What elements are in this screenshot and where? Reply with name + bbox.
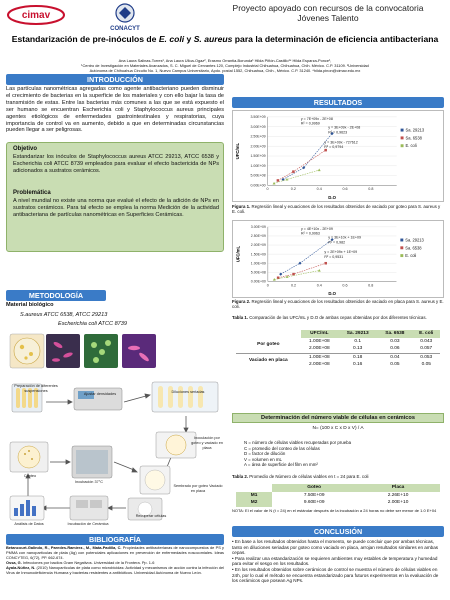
regression-annotation: R² = 0,9623 bbox=[328, 130, 348, 135]
data-analysis-image bbox=[10, 496, 44, 520]
x-axis-label: D.O bbox=[328, 291, 336, 297]
incubator-image bbox=[72, 446, 112, 478]
table-cell: 0.06 bbox=[390, 346, 400, 351]
table-1-header-cell: E. coli bbox=[412, 330, 440, 338]
table-cell: 0.05 bbox=[390, 362, 400, 367]
data-point bbox=[277, 277, 280, 280]
table-cell: 0.03 bbox=[390, 338, 400, 344]
table-1-header bbox=[236, 330, 440, 338]
data-point bbox=[292, 273, 295, 276]
data-point bbox=[298, 262, 301, 265]
regression-annotation: R² = 0,9794 bbox=[324, 145, 344, 150]
legend-swatch bbox=[400, 254, 403, 257]
y-axis-label: UFC/mL bbox=[235, 142, 241, 160]
table-cell: 0.053 bbox=[420, 354, 433, 360]
table-cell: 2.26E+10 bbox=[387, 492, 409, 498]
legend-label: Sa. 29213 bbox=[405, 127, 425, 133]
table-cell: 0.16 bbox=[353, 362, 363, 367]
regression-annotation: y = 3E+09x - 2E+08 bbox=[328, 125, 361, 130]
y-tick-label: 2.50E+09 bbox=[250, 234, 266, 239]
y-tick-label: 1.00E+09 bbox=[250, 261, 266, 266]
table-1 bbox=[236, 330, 440, 369]
material-line-2: Escherichia coli ATCC 8739 bbox=[58, 321, 128, 327]
trendline bbox=[278, 150, 326, 180]
data-point bbox=[285, 178, 288, 181]
regression-annotation: y = 3E+10x + 1E+09 bbox=[328, 235, 362, 240]
intro-text: Las partículas nanométricas agregadas como agente antibacteriano pueden disminuir el crecimiento de bacterias en la superficie de los materiales y con ello bajar la tasa de transmisión de estas. Entre las bacterias más comunes a las que se está expuesto el ser humano se encuentran Escherichia coli y Staphylococcus aureus principales agentes etiológicos de enfermedades gastrointestinales y respiratorias, cuya importancia de control va en aumento, debido a que en determinadas circunstancias pueden llegar a ser peligrosas. bbox=[6, 86, 224, 134]
table-cell: 0.043 bbox=[420, 338, 433, 344]
conclusion-item: • En base a los resultados obtenidos hasta el momento, se puede concluir que por ambas técnicas, tanto en diluciones seriadas por goteo como vaciado en placa, arrojan resultados similares en ambas cepas. bbox=[232, 539, 439, 556]
table-cell: 2.00E+08 bbox=[309, 346, 330, 351]
section-method: METODOLOGÍA bbox=[6, 290, 106, 301]
table-2-caption: Tabla 2. Promedio de Número de células viables en t = 24 para E. coli bbox=[232, 474, 369, 479]
figure-2-caption: Figura 2. Regresión lineal y ecuaciones de los resultados obtenidos de vaciado en placa para S. aureus y E. coli. bbox=[232, 299, 444, 310]
legend-label: E. coli bbox=[405, 253, 417, 259]
table-cell: M1 bbox=[236, 492, 272, 500]
table-cell: 0.1 bbox=[354, 338, 362, 344]
methodology-flow bbox=[6, 330, 224, 535]
table-2 bbox=[236, 484, 440, 507]
cimav-logo bbox=[6, 4, 66, 26]
x-tick-label: 0.4 bbox=[316, 283, 322, 288]
problem-text: A nivel mundial no existe una norma que evalué el efecto de la adición de NPs en sustratos cerámicos. Para tal efecto se emplea la norma Medición de la actividad antibacteriana de partículas nanométricas en Superficies Cerámicas. bbox=[13, 198, 219, 218]
definition-line: D = factor de dilución bbox=[244, 451, 286, 456]
step-dilutions-label: Diluciones seriadas bbox=[171, 390, 205, 394]
regression-annotation: R² = 0,982 bbox=[328, 240, 346, 245]
definition-line: N = número de células viables recuperadas por prueba bbox=[244, 440, 352, 445]
table-1-group-goteo: Por goteo bbox=[257, 342, 280, 348]
x-tick-label: 0 bbox=[266, 187, 269, 192]
table-cell: 1.00E+08 bbox=[309, 338, 330, 344]
material-line-1: S.aureus ATCC 6538, ATCC 29213 bbox=[20, 312, 108, 318]
x-axis-label: D.O bbox=[328, 195, 336, 201]
bibliography bbox=[6, 546, 224, 575]
table-cell: 7.50E+09 bbox=[303, 492, 325, 498]
conclusion-item: • En los resultados obtenidos sobre cerámicos de control se muestra el número de células viables en 24h, por lo cual el método se encuentra estandarizado para futuros experimentos en la evaluación de los cerámicos que posean Ag NPs. bbox=[232, 566, 439, 584]
legend-label: Sa. 6538 bbox=[405, 245, 422, 251]
legend-swatch bbox=[400, 246, 403, 249]
y-tick-label: 3.00E+09 bbox=[250, 225, 266, 230]
regression-annotation: y = 3E+09x - 727612 bbox=[324, 140, 358, 145]
table-cell: 0.057 bbox=[420, 346, 433, 351]
material-heading: Material biológico bbox=[6, 302, 54, 308]
step-ceramic-label: Incubación de Cerámica bbox=[67, 522, 109, 526]
x-tick-label: 0.4 bbox=[316, 187, 322, 192]
x-tick-label: 0.2 bbox=[290, 187, 296, 192]
y-tick-label: 1.50E+09 bbox=[250, 154, 266, 159]
table-row bbox=[236, 338, 440, 346]
legend-label: Sa. 29213 bbox=[405, 237, 424, 243]
y-tick-label: 2.00E+09 bbox=[250, 144, 266, 149]
poster-title: Estandarización de pre-inóculos de E. coli y S. aureus para la determinación de eficiencia antibacteriana bbox=[11, 34, 439, 44]
regression-annotation: R² = 0,9531 bbox=[324, 255, 344, 260]
y-tick-label: 1.00E+09 bbox=[250, 163, 266, 168]
table-1-header-cell: Sa. 6538 bbox=[377, 330, 412, 338]
y-tick-label: 2.00E+09 bbox=[250, 243, 266, 248]
ref-3: Ayala-Núñez, N. (2010) Nanopartículas de plata como microbicidas: Actividad y mecanismos de acción contra la infección del Virus de Inmunodeficiencia Humana y bacterias resistentes a antibióticos. Universidad Autónoma de Nuevo León. bbox=[6, 564, 224, 575]
step-adjust-label: Ajustar densidades bbox=[83, 392, 117, 396]
table-row bbox=[236, 499, 440, 507]
y-tick-label: 1.50E+09 bbox=[250, 252, 266, 257]
legend-swatch bbox=[401, 144, 404, 147]
data-point bbox=[292, 170, 295, 173]
section-intro: INTRODUCCIÓN bbox=[6, 74, 224, 85]
definition-line: A = área de superficie del film en mm² bbox=[244, 462, 318, 467]
y-tick-label: 0.00E+00 bbox=[250, 279, 266, 284]
step-prep-label: Preparación de diferentes suspensiones bbox=[14, 384, 58, 393]
x-tick-label: 0.6 bbox=[342, 187, 348, 192]
ceramic-image bbox=[70, 496, 108, 520]
objective-box bbox=[6, 142, 224, 252]
bacteria-micrograph-3 bbox=[122, 334, 156, 368]
section-biblio: BIBLIOGRAFÍA bbox=[6, 534, 224, 545]
x-tick-label: 0.2 bbox=[290, 283, 297, 288]
y-axis-label: UFC/mL bbox=[235, 245, 241, 263]
dilution-tubes-image bbox=[152, 382, 218, 412]
table-cell: M2 bbox=[236, 499, 272, 507]
project-note: Proyecto apoyado con recursos de la convocatoria Jóvenes Talento bbox=[232, 3, 424, 23]
y-tick-label: 3.50E+09 bbox=[250, 115, 266, 120]
data-point bbox=[324, 149, 327, 152]
x-tick-label: 0.6 bbox=[342, 283, 348, 288]
counting-plate-image bbox=[10, 442, 48, 472]
regression-annotation: R² = 0,9963 bbox=[300, 231, 320, 236]
x-tick-label: 0.8 bbox=[368, 187, 374, 192]
data-point bbox=[318, 169, 321, 172]
table-1-header-cell: Sa. 29213 bbox=[338, 330, 377, 338]
figure-1-caption: Figura 1. Regresión lineal y ecuaciones de los resultados obtenidos de vaciado por goteo para S. aureus y E. coli. bbox=[232, 204, 441, 215]
table-1-group-placa: Vaciado en placa bbox=[249, 358, 288, 363]
authors-affiliations: Ana Laura Salinas-Torres¹, Ana Laura Ulloa-Ogaz², Erasmo Orrantia-Borunda¹ Hilda Piñón-Castillo¹* Hilda Esparza-Ponce¹, ¹Centro de Investigación en Materiales Avanzados, S. C. Miguel de Cervantes 120, Complejo Industrial Chihuahua, Chihuahua, Chih. México. C.P. 31109. ²Universidad Autónoma de Chihuahua Circuito No. 1, Nuevo Campus Universitario, Apdo. postal 1552, Chihuahua, Chih., México. C.P. 31240. *hilda.pinon@cimav.edu.mx bbox=[81, 58, 369, 74]
data-point bbox=[279, 273, 282, 276]
data-point bbox=[277, 179, 280, 182]
chart-goteo bbox=[232, 110, 444, 202]
table-cell: 1.00E+08 bbox=[309, 354, 330, 360]
objective-heading: Objetivo bbox=[13, 146, 38, 152]
conacyt-logo bbox=[100, 2, 150, 32]
table-cell: 0.05 bbox=[421, 362, 431, 367]
y-tick-label: 2.50E+09 bbox=[250, 134, 266, 139]
y-tick-label: 3.00E+09 bbox=[250, 124, 266, 129]
table-cell: 0.13 bbox=[353, 346, 363, 351]
conclusion-item: • Para realizar una estandarización se requieren ambientes muy estables de temperatura y humedad para evitar el sesgo en los resultados. bbox=[232, 555, 438, 567]
conclusion-text bbox=[232, 539, 444, 584]
viable-heading: Determinación del número viable de células en cerámicos bbox=[232, 413, 444, 423]
table-2-header-cell: Goteo bbox=[272, 484, 356, 492]
y-tick-label: 5.00E+08 bbox=[250, 173, 266, 178]
step-seeding-label: Sembrado por goteo Vaciado en placa bbox=[173, 484, 223, 493]
svg-text:CONACYT: CONACYT bbox=[110, 26, 140, 32]
legend-swatch bbox=[401, 136, 404, 139]
table-row bbox=[236, 353, 440, 361]
data-point bbox=[324, 262, 327, 265]
formula-definitions bbox=[244, 440, 444, 468]
x-tick-label: 0 bbox=[266, 283, 269, 288]
legend-swatch bbox=[401, 129, 404, 132]
regression-annotation: y = 7E+09x - 2E+08 bbox=[300, 116, 333, 121]
step-recover-label: Recuperar células bbox=[135, 514, 167, 518]
svg-text:cimav: cimav bbox=[21, 10, 51, 21]
legend-label: Sa. 6538 bbox=[405, 135, 422, 141]
bacteria-micrograph-1 bbox=[46, 334, 80, 368]
legend-label: E. coli bbox=[405, 143, 417, 149]
table-1-caption: Tabla 1. Comparación de las UFC/mL y D.O de ambas cepas obtenidas por dos diferentes técnicas. bbox=[232, 315, 427, 320]
table-2-note: NOTA: El el valor de N (t = 24) en el estándar después de la incubación a 24 horas no debe ser menor de 1.0 E+04 bbox=[232, 508, 437, 513]
table-2-header bbox=[236, 484, 440, 492]
data-point bbox=[318, 269, 321, 272]
regression-annotation: y = 2E+09x + 1E+09 bbox=[324, 250, 358, 255]
bacteria-culture-image bbox=[10, 334, 44, 368]
table-2-header-cell: Placa bbox=[356, 484, 440, 492]
seeding-plate-image bbox=[140, 466, 170, 494]
definition-line: C = promedio del conteo de las células bbox=[244, 445, 320, 451]
bacteria-micrograph-2 bbox=[84, 334, 118, 368]
step-analysis-label: Análisis de Datos bbox=[14, 522, 44, 526]
regression-annotation: R² = 0,9969 bbox=[300, 121, 320, 126]
step-incubation37-label: Incubación 37°C bbox=[75, 480, 103, 484]
ref-2: Ossa, G. Infecciones por bacilos Gram Negativos. Universidad de la Frontera. Pp. 1-6 bbox=[6, 559, 155, 565]
section-conclusion: CONCLUSIÓN bbox=[232, 526, 444, 537]
table-cell: 0.04 bbox=[390, 354, 400, 360]
x-tick-label: 0.8 bbox=[368, 283, 374, 288]
problem-heading: Problemática bbox=[13, 190, 51, 196]
table-row bbox=[236, 492, 440, 500]
table-cell: 0.18 bbox=[353, 354, 363, 360]
table-1-header-cell: UFC/mL bbox=[301, 330, 338, 338]
section-results: RESULTADOS bbox=[232, 97, 444, 108]
table-cell: 2.00E+10 bbox=[387, 500, 409, 505]
table-cell: 9.60E+09 bbox=[303, 500, 325, 505]
ref-1: Betancourt-Galindo, R., Paredes-Ramírez., M., Mata-Padilla, C. Propiedades antibacterianas de nanocompuestos de PS y PMMA con nanopartículas de plata (Ag) con potenciales aplicaciones en prevención de enfermedades nosocomiales. Ideas CONCYTEG, 6(72), PP. 662-674. bbox=[6, 545, 224, 560]
viable-formula: N= (100 x C x D x V) / A bbox=[312, 426, 364, 431]
y-tick-label: 5.00E+08 bbox=[250, 270, 266, 275]
regression-annotation: y = 4E+10x - 2E+09 bbox=[300, 226, 333, 231]
step-inoculation-label: Inoculación por goteo y vaciado en placa bbox=[191, 436, 223, 450]
objective-text: Estandarizar los inóculos de Staphylococcus aureus ATCC 29213, ATCC 6538 y Escherichia coli ATCC 8739 empleados para evaluar el efecto bactericida de NPs adicionados a sustratos cerámicos. bbox=[13, 154, 219, 174]
table-cell: 2.00E+08 bbox=[309, 362, 330, 367]
definition-line: V = volumen en mL bbox=[244, 456, 282, 462]
legend-swatch bbox=[400, 239, 403, 242]
y-tick-label: 0.00E+00 bbox=[250, 183, 266, 188]
step-count-label: Conteo bbox=[23, 474, 37, 478]
chart-vaciado bbox=[232, 220, 444, 298]
